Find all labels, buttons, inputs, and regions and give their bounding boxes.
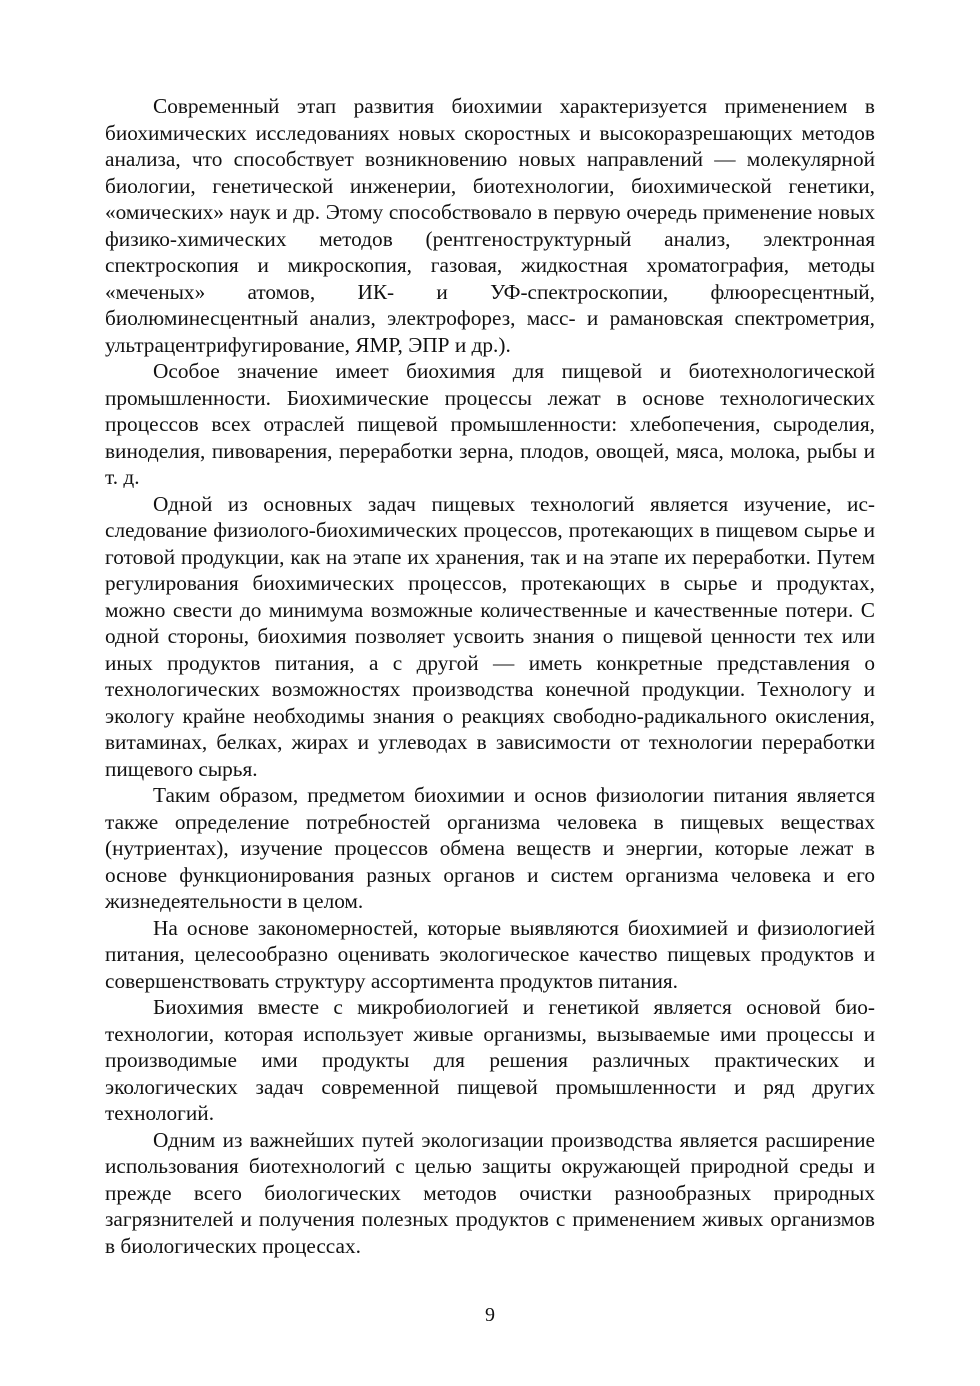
- paragraph-nutrition-subject: Таким образом, предметом биохимии и основ физиологии питания является также определение потребностей организма человека в пищевых веществах (нутриентах), изучение процессов обмена веществ и энергии, которые лежат в основе функционирования разных органов и систем организма человека и его жизнедеятельности в целом.: [105, 783, 875, 913]
- paragraph-food-technology-tasks: Одной из основных задач пищевых технологий является изучение, исследование физиолого-биохимических процессов, протекающих в пищевом сырье и готовой продукции, как на этапе их хранения, так и на этапе их переработки. Путем регулирования биохимических процессов, протекающих в сырье и продуктах, можно свести до минимума возможные количественные и качественные потери. С одной стороны, биохимия позволяет усвоить знания о пищевой ценности тех или иных продуктов питания, а с другой — иметь конкретные представления о технологических возможностях производства конечной продукции. Технологу и экологу крайне необходимы знания о реакциях свободно-радикального окисления, витаминах, белках, жирах и углеводах в зависимости от технологии переработки пищевого сырья.: [105, 491, 875, 781]
- paragraph-biotechnology: Биохимия вместе с микробиологией и генетикой является основой биотехнологии, которая использует живые организмы, вызываемые ими процессы и производимые ими продукты для решения различных практических и экологических задач современной пищевой промышленности и ряд других технологий.: [105, 995, 875, 1125]
- paragraph-modern-stage: Современный этап развития биохимии характеризуется применением в биохимических исследованиях новых скоростных и высокоразрешающих методов анализа, что способствует возникновению новых направлений — молекулярной биологии, генетической инженерии, биотехнологии, биохимической генетики, «омических» наук и др. Этому способствовало в первую очередь применение новых физико-химических методов (рентгеноструктурный анализ, электронная спектроскопия и микроскопия, газовая, жидкостная хроматография, методы «меченых» атомов, ИК- и УФ-спектроскопии, флюоресцентный, биолюминесцентный анализ, электрофорез, масс- и рамановская спектрометрия, ультрацентрифугирование, ЯМР, ЭПР и др.).: [105, 94, 875, 357]
- body-text: [105, 93, 875, 1259]
- paragraph-ecologization: Одним из важнейших путей экологизации производства является расширение использования биотехнологий с целью защиты окружающей природной среды и прежде всего биологических методов очистки разнообразных природных загрязнителей и получения полезных продуктов с применением живых организмов в биологических процессах.: [105, 1127, 875, 1258]
- paragraph-ecological-quality: На основе закономерностей, которые выявляются биохимией и физиологией питания, целесообразно оценивать экологическое качество пищевых продуктов и совершенствовать структуру ассортимента продуктов питания.: [105, 915, 875, 993]
- paragraph-food-industry: Особое значение имеет биохимия для пищевой и биотехнологической промышленности. Биохимические процессы лежат в основе технологических процессов всех отраслей пищевой промышленности: хлебопечения, сыроделия, виноделия, пивоварения, переработки зерна, плодов, овощей, мяса, молока, рыбы и т. д.: [105, 359, 875, 489]
- page-number: 9: [485, 1304, 495, 1326]
